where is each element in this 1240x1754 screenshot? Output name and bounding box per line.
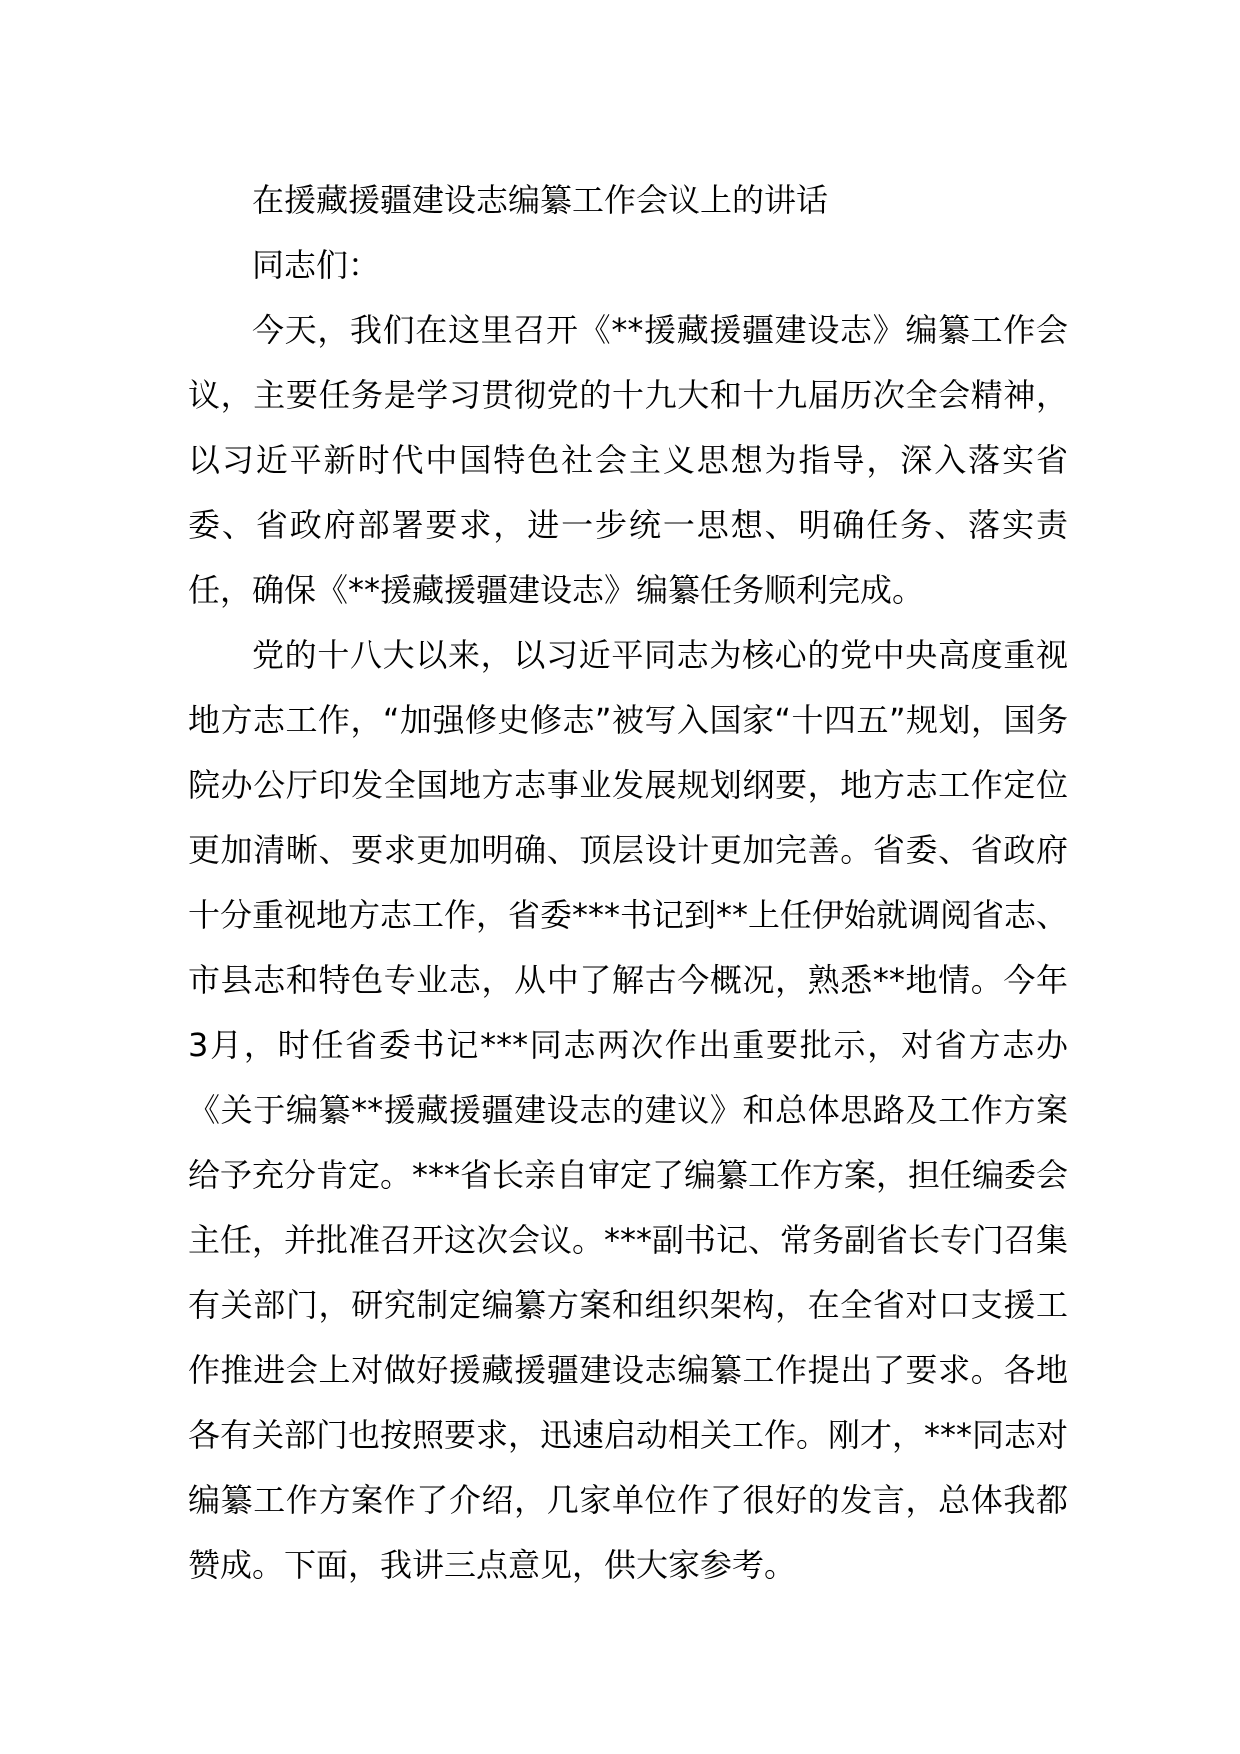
document-title: 在援藏援疆建设志编纂工作会议上的讲话 — [252, 181, 829, 219]
salutation: 同志们： — [252, 246, 381, 284]
paragraph-2: 党的十八大以来，以习近平同志为核心的党中央高度重视地方志工作，“加强修史修志”被写入国家“十四五”规划，国务院办公厅印发全国地方志事业发展规划纲要，地方志工作定位更加清晰、要求更加明确、顶层设计更加完善。省委、省政府十分重视地方志工作，省委***书记到**上任伊始就调阅省志、市县志和特色专业志，从中了解古今概况，熟悉**地情。今年3月，时任省委书记***同志两次作出重要批示，对省方志办《关于编纂**援藏援疆建设志的建议》和总体思路及工作方案给予充分肯定。***省长亲自审定了编纂工作方案，担任编委会主任，并批准召开这次会议。***副书记、常务副省长专门召集有关部门，研究制定编纂方案和组织架构，在全省对口支援工作推进会上对做好援藏援疆建设志编纂工作提出了要求。各地各有关部门也按照要求，迅速启动相关工作。刚才，***同志对编纂工作方案作了介绍，几家单位作了很好的发言，总体我都赞成。下面，我讲三点意见，供大家参考。 — [188, 636, 1069, 1584]
document-body — [188, 168, 1068, 1598]
paragraph-1: 今天，我们在这里召开《**援藏援疆建设志》编纂工作会议，主要任务是学习贯彻党的十九大和十九届历次全会精神，以习近平新时代中国特色社会主义思想为指导，深入落实省委、省政府部署要求，进一步统一思想、明确任务、落实责任，确保《**援藏援疆建设志》编纂任务顺利完成。 — [188, 311, 1068, 609]
